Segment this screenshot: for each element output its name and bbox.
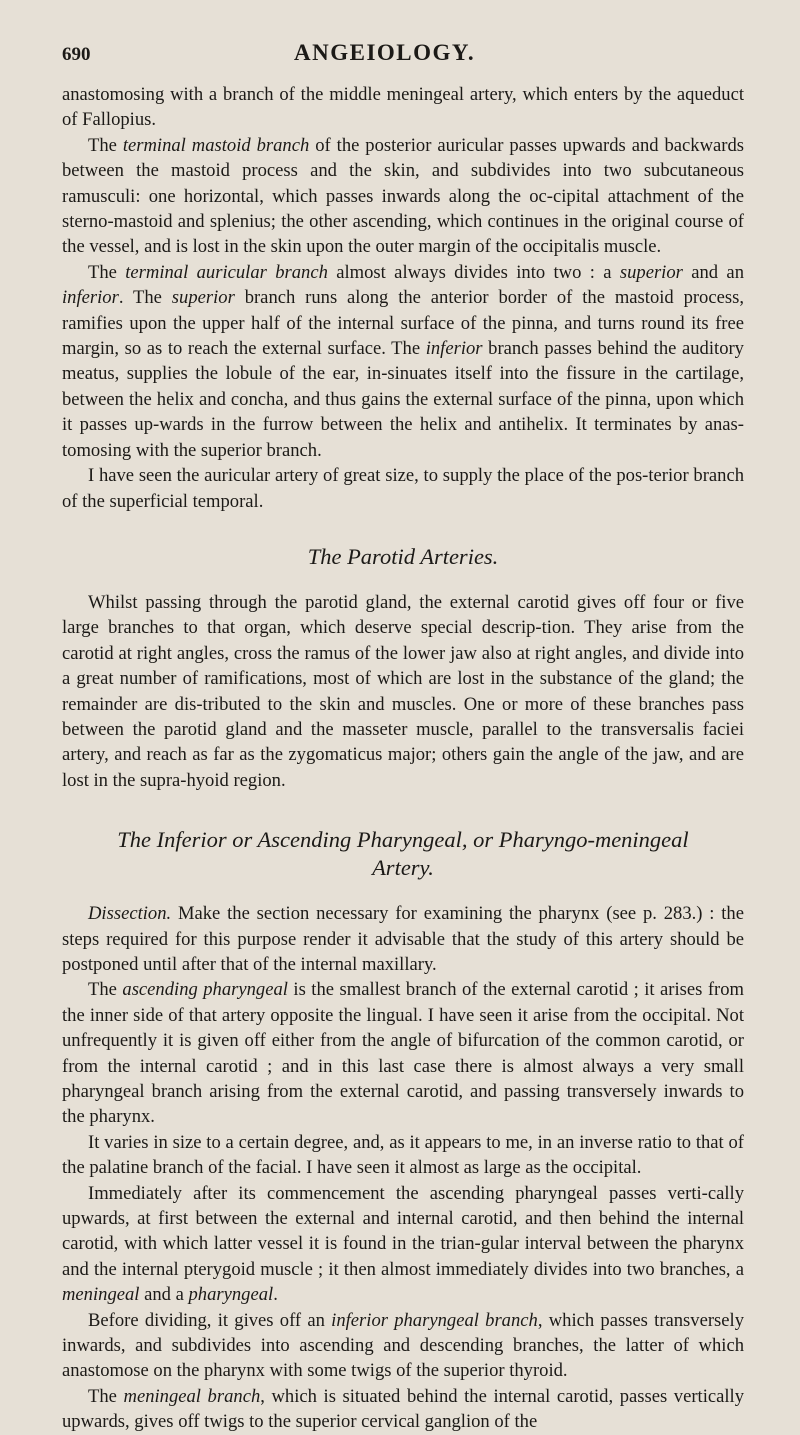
paragraph-terminal-mastoid: The terminal mastoid branch of the posterior auricular passes upwards and backwards between the mastoid process and the skin, and subdivides into two subcutaneous ramusculi: one horizontal, which passes inwards along the oc-cipital attachment of the sterno-mastoid and splenius; the other ascending, which continues in the original course of the vessel, and is lost in the skin upon the outer margin of the occipitalis muscle. bbox=[62, 134, 744, 258]
paragraph-terminal-auricular: The terminal auricular branch almost always divides into two : a superior and an inferior. The superior branch runs along the anterior border of the mastoid process, ramifies upon the upper half of the internal surface of the pinna, and turns round its free margin, so as to reach the external surface. The inferior branch passes behind the auditory meatus, supplies the lobule of the ear, in-sinuates itself into the fissure in the cartilage, between the helix and concha, and thus gains the external surface of the pinna, upon which it passes up-wards in the furrow between the helix and antihelix. It terminates by anas-tomosing with the superior branch. bbox=[62, 261, 744, 461]
paragraph-parotid: Whilst passing through the parotid gland, the external carotid gives off four or five large branches to that organ, which deserve special descrip-tion. They arise from the carotid at right angles, cross the ramus of the lower jaw also at right angles, and divide into a great number of ramifications, most of which are lost in the substance of the gland; the remainder are dis-tributed to the skin and muscles. One or more of these branches pass between the parotid gland and the masseter muscle, parallel to the transversalis faciei artery, and reach as far as the zygomaticus major; others gain the angle of the jaw, and are lost in the supra-hyoid region. bbox=[62, 591, 744, 791]
section-heading-pharyngeal: The Inferior or Ascending Pharyngeal, or Pharyngo-meningeal Artery. bbox=[117, 827, 689, 881]
paragraph-inferior-pharyngeal: Before dividing, it gives off an inferior pharyngeal branch, which passes transversely inwards, and subdivides into ascending and descending branches, the latter of which anastomose on the pharynx with some twigs of the superior thyroid. bbox=[62, 1309, 744, 1382]
paragraph-size: It varies in size to a certain degree, and, as it appears to me, in an inverse ratio to that of the palatine branch of the facial. I have seen it almost as large as the occipital. bbox=[62, 1131, 744, 1179]
paragraph-auricular-size: I have seen the auricular artery of great size, to supply the place of the pos-terior branch of the superficial temporal. bbox=[62, 465, 744, 512]
paragraph-meningeal: The meningeal branch, which is situated behind the internal carotid, passes vertically upwards, gives off twigs to the superior cervical ganglion of the bbox=[62, 1385, 745, 1433]
running-title: ANGEIOLOGY. bbox=[294, 40, 476, 65]
paragraph-dissection: Dissection. Make the section necessary for examining the pharynx (see p. 283.) : the steps required for this purpose render it advisable that the study of this artery should be postponed until after that of the internal maxillary. bbox=[62, 903, 744, 975]
paragraph-continuation: anastomosing with a branch of the middle meningeal artery, which enters by the aqueduct of Fallopius. bbox=[62, 84, 744, 131]
running-head bbox=[62, 40, 744, 74]
paragraph-course: Immediately after its commencement the ascending pharyngeal passes verti-cally upwards, at first between the external and internal carotid, and then behind the internal carotid, with which latter vessel it is found in the trian-gular interval between the pharynx and the internal pterygoid muscle ; it then almost immediately divides into two branches, a meningeal and a pharyngeal. bbox=[62, 1182, 744, 1306]
section-heading-parotid: The Parotid Arteries. bbox=[307, 543, 499, 569]
paragraph-ascending-pharyngeal: The ascending pharyngeal is the smallest branch of the external carotid ; it arises from the inner side of that artery opposite the lingual. I have seen it arise from the occipital. Not unfrequently it is given off either from the angle of bifurcation of the common carotid, or from the internal carotid ; and in this last case there is almost always a very small pharyngeal branch arising from the external carotid, and passing transversely inwards to the pharynx. bbox=[62, 979, 744, 1128]
page-number: 690 bbox=[62, 44, 91, 65]
